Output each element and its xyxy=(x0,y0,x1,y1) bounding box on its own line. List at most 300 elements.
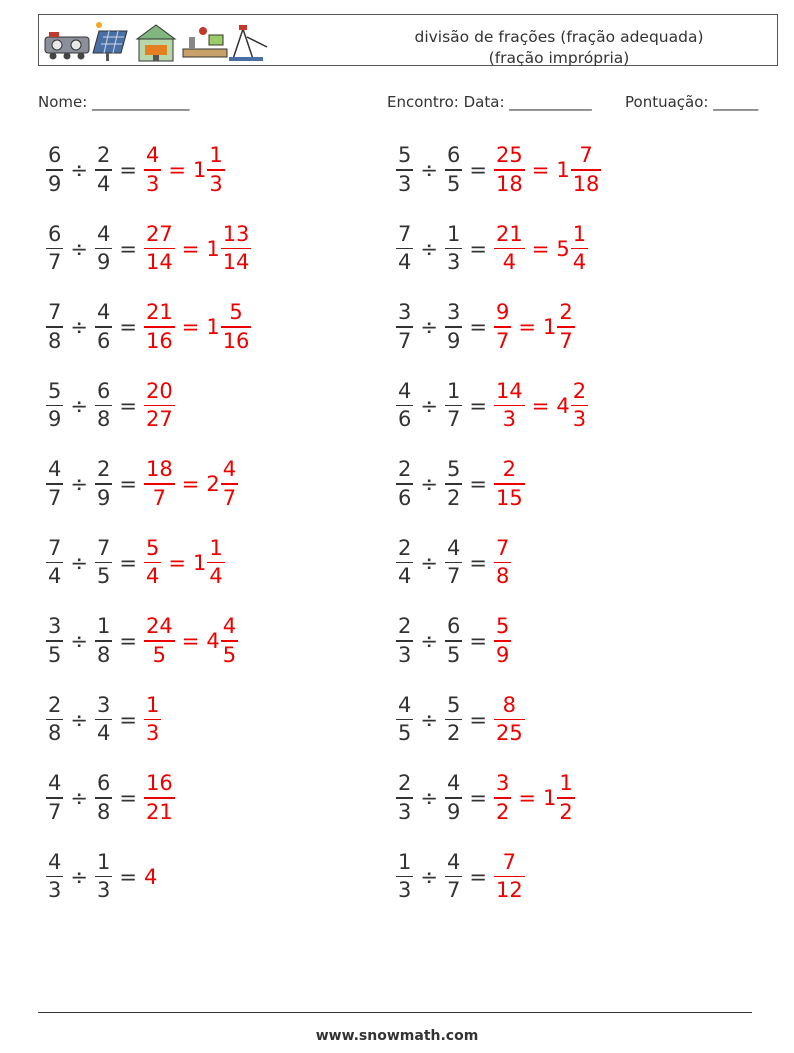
date-field-label: Encontro: Data: ___________ xyxy=(387,93,592,111)
mixed-denominator: 18 xyxy=(572,171,600,196)
answer-fraction xyxy=(144,221,175,275)
name-field-label: Nome: _____________ xyxy=(38,93,190,111)
mixed-numerator: 2 xyxy=(572,378,587,403)
dividend-fraction xyxy=(46,849,63,903)
answer xyxy=(144,459,238,509)
divisor-fraction-numerator: 3 xyxy=(96,692,111,717)
dividend-fraction xyxy=(396,459,413,509)
divisor-fraction xyxy=(445,221,462,275)
answer-fraction xyxy=(494,616,511,666)
equals-sign: = xyxy=(469,315,487,339)
answer xyxy=(494,849,525,903)
divisor-fraction xyxy=(95,302,112,352)
answer-fraction-numerator: 24 xyxy=(145,614,173,639)
mixed-whole: 1 xyxy=(206,236,220,261)
dividend-fraction-numerator: 2 xyxy=(398,457,412,482)
answer-fraction xyxy=(494,378,525,432)
dividend-fraction xyxy=(396,535,413,589)
train-icon xyxy=(45,32,89,60)
dividend-fraction-denominator: 5 xyxy=(398,721,412,746)
divisor-fraction-denominator: 6 xyxy=(96,328,111,353)
divisor-fraction xyxy=(445,616,462,666)
mixed-fraction xyxy=(207,145,224,195)
answer-fraction-numerator: 1 xyxy=(145,692,160,717)
divisor-fraction-numerator: 6 xyxy=(96,378,111,403)
divisor-fraction-denominator: 5 xyxy=(446,171,461,196)
divisor-fraction-numerator: 5 xyxy=(446,692,461,717)
divisor-fraction-denominator: 3 xyxy=(96,878,111,903)
mixed-numerator: 1 xyxy=(559,771,573,796)
divisor-fraction-denominator: 2 xyxy=(446,485,461,510)
answer-fraction-denominator: 5 xyxy=(152,642,167,667)
mixed-fraction xyxy=(221,616,238,666)
answer-fraction-denominator: 9 xyxy=(495,642,510,667)
dividend-fraction-numerator: 4 xyxy=(398,378,412,403)
dividend-fraction-numerator: 2 xyxy=(398,535,412,560)
answer xyxy=(144,145,225,195)
divisor-fraction-denominator: 8 xyxy=(96,799,111,824)
title-line-1: divisão de frações (fração adequada) xyxy=(414,28,704,46)
answer-fraction-numerator: 8 xyxy=(502,692,517,717)
mixed-fraction xyxy=(571,221,588,275)
dividend-fraction-numerator: 5 xyxy=(398,143,412,168)
divisor-fraction xyxy=(445,459,462,509)
answer xyxy=(144,378,175,432)
divisor-fraction-denominator: 4 xyxy=(96,721,111,746)
mixed-numerator: 2 xyxy=(559,300,573,325)
divisor-fraction-denominator: 3 xyxy=(446,250,461,275)
mixed-numerator: 7 xyxy=(579,143,593,168)
answer xyxy=(144,302,251,352)
dividend-fraction-numerator: 4 xyxy=(48,849,62,874)
problem-item xyxy=(396,690,525,750)
dividend-fraction xyxy=(396,145,413,195)
answer xyxy=(144,865,157,889)
dividend-fraction xyxy=(46,773,63,823)
divisor-fraction-denominator: 5 xyxy=(446,642,461,667)
divide-sign: ÷ xyxy=(420,158,438,182)
divide-sign: ÷ xyxy=(420,236,438,261)
answer-fraction-numerator: 27 xyxy=(145,221,173,246)
dividend-fraction-denominator: 7 xyxy=(398,328,412,353)
problem-item xyxy=(396,611,511,671)
answer-fraction xyxy=(144,535,161,589)
divisor-fraction-denominator: 2 xyxy=(446,721,461,746)
mixed-fraction xyxy=(221,302,252,352)
divisor-fraction-numerator: 1 xyxy=(446,378,461,403)
mixed-fraction xyxy=(557,773,574,823)
answer-fraction-denominator: 8 xyxy=(495,564,510,589)
divisor-fraction xyxy=(95,535,112,589)
answer-fraction xyxy=(494,535,511,589)
mixed-fraction xyxy=(571,378,588,432)
equals-sign: = xyxy=(469,707,487,732)
header-icons xyxy=(43,19,273,63)
mixed-whole: 1 xyxy=(206,315,220,339)
answer-equals-sign: = xyxy=(518,315,536,339)
divide-sign: ÷ xyxy=(420,550,438,575)
dividend-fraction xyxy=(46,616,63,666)
answer xyxy=(494,616,511,666)
problem-item xyxy=(46,219,251,279)
score-field-label: Pontuação: ______ xyxy=(625,93,759,111)
dividend-fraction-numerator: 3 xyxy=(48,614,62,639)
problem-item xyxy=(396,533,511,593)
divide-sign: ÷ xyxy=(70,629,88,653)
equals-sign: = xyxy=(119,786,137,810)
answer xyxy=(144,773,175,823)
answer-fraction-numerator: 21 xyxy=(145,300,173,325)
problem-item xyxy=(396,847,525,907)
answer-fraction-numerator: 25 xyxy=(495,143,523,168)
answer-fraction xyxy=(144,773,175,823)
answer-fraction-numerator: 14 xyxy=(495,378,523,403)
answer-fraction-numerator: 21 xyxy=(495,221,523,246)
answer-fraction-denominator: 3 xyxy=(145,721,160,746)
mixed-numerator: 13 xyxy=(222,221,250,246)
answer-fraction-numerator: 5 xyxy=(495,614,510,639)
divide-sign: ÷ xyxy=(70,393,88,418)
dividend-fraction xyxy=(46,378,63,432)
answer-equals-sign: = xyxy=(168,158,186,182)
divisor-fraction-numerator: 1 xyxy=(96,614,111,639)
answer-fraction-denominator: 15 xyxy=(495,485,523,510)
answer-whole: 4 xyxy=(143,864,158,889)
answer-fraction-numerator: 16 xyxy=(145,771,173,796)
problem-item xyxy=(46,297,251,357)
mixed-fraction xyxy=(557,302,574,352)
problem-item xyxy=(396,376,588,436)
mixed-fraction xyxy=(571,145,602,195)
answer-fraction xyxy=(144,616,175,666)
divisor-fraction-denominator: 9 xyxy=(446,328,461,353)
dividend-fraction xyxy=(396,302,413,352)
answer-fraction xyxy=(494,302,511,352)
dividend-fraction xyxy=(46,692,63,746)
divisor-fraction-numerator: 4 xyxy=(446,849,461,874)
equals-sign: = xyxy=(119,550,137,575)
dividend-fraction-numerator: 7 xyxy=(398,221,412,246)
divisor-fraction-denominator: 9 xyxy=(96,485,111,510)
problem-item xyxy=(396,219,588,279)
mixed-fraction xyxy=(221,221,252,275)
answer xyxy=(494,378,588,432)
answer-equals-sign: = xyxy=(531,393,550,418)
divisor-fraction-numerator: 1 xyxy=(96,849,111,874)
divisor-fraction xyxy=(445,773,462,823)
divisor-fraction xyxy=(445,378,462,432)
mixed-denominator: 14 xyxy=(222,250,250,275)
answer-equals-sign: = xyxy=(531,158,550,182)
dividend-fraction-denominator: 3 xyxy=(398,171,412,196)
answer-fraction-denominator: 16 xyxy=(145,328,173,353)
divisor-fraction-denominator: 8 xyxy=(96,407,111,432)
answer xyxy=(494,535,511,589)
mixed-denominator: 3 xyxy=(572,407,587,432)
answer-fraction-denominator: 3 xyxy=(502,407,517,432)
answer xyxy=(494,145,601,195)
divisor-fraction-denominator: 9 xyxy=(96,250,111,275)
divisor-fraction-numerator: 5 xyxy=(446,457,461,482)
answer-fraction-denominator: 2 xyxy=(495,799,510,824)
dividend-fraction xyxy=(396,378,413,432)
divisor-fraction-denominator: 7 xyxy=(446,564,461,589)
answer-equals-sign: = xyxy=(181,315,200,339)
answer-fraction xyxy=(144,459,175,509)
dividend-fraction xyxy=(396,849,413,903)
divisor-fraction-denominator: 7 xyxy=(446,878,461,903)
dividend-fraction-denominator: 6 xyxy=(398,485,412,510)
mixed-numerator: 1 xyxy=(572,221,587,246)
equals-sign: = xyxy=(469,629,487,653)
mixed-whole: 4 xyxy=(206,629,220,653)
dividend-fraction-denominator: 7 xyxy=(48,485,62,510)
dividend-fraction-numerator: 6 xyxy=(48,221,62,246)
page-title xyxy=(379,27,739,69)
divisor-fraction-denominator: 4 xyxy=(96,171,111,196)
answer xyxy=(494,773,575,823)
equals-sign: = xyxy=(469,158,487,182)
dividend-fraction-numerator: 3 xyxy=(398,300,412,325)
answer-fraction xyxy=(494,773,511,823)
mixed-denominator: 7 xyxy=(559,328,573,353)
problem-item xyxy=(46,768,175,828)
dividend-fraction-denominator: 4 xyxy=(48,564,62,589)
dividend-fraction xyxy=(46,535,63,589)
answer-fraction-denominator: 12 xyxy=(495,878,523,903)
divide-sign: ÷ xyxy=(70,158,88,182)
answer xyxy=(494,459,525,509)
equals-sign: = xyxy=(119,393,137,418)
divisor-fraction xyxy=(445,692,462,746)
answer-fraction-denominator: 27 xyxy=(145,407,173,432)
problem-item xyxy=(46,533,225,593)
equals-sign: = xyxy=(469,786,487,810)
dividend-fraction xyxy=(396,692,413,746)
mixed-whole: 1 xyxy=(192,158,207,182)
answer-fraction xyxy=(494,221,525,275)
answer-equals-sign: = xyxy=(518,786,536,810)
divisor-fraction xyxy=(95,221,112,275)
solar-panel-icon xyxy=(93,22,127,61)
dividend-fraction-numerator: 2 xyxy=(398,771,412,796)
divisor-fraction xyxy=(445,535,462,589)
dividend-fraction-denominator: 7 xyxy=(48,250,62,275)
answer-fraction xyxy=(494,849,525,903)
divisor-fraction xyxy=(95,378,112,432)
answer-equals-sign: = xyxy=(181,472,200,496)
divisor-fraction-denominator: 8 xyxy=(96,642,111,667)
answer-equals-sign: = xyxy=(531,236,550,261)
mixed-whole: 1 xyxy=(542,315,557,339)
divide-sign: ÷ xyxy=(70,472,88,496)
divisor-fraction-numerator: 6 xyxy=(446,143,461,168)
answer-fraction-denominator: 7 xyxy=(152,485,167,510)
answer-fraction-denominator: 21 xyxy=(145,799,173,824)
problem-item xyxy=(46,140,225,200)
answer-fraction-numerator: 4 xyxy=(145,143,160,168)
mixed-denominator: 2 xyxy=(559,799,573,824)
divisor-fraction-numerator: 4 xyxy=(446,771,461,796)
mixed-numerator: 4 xyxy=(222,457,237,482)
answer-fraction-denominator: 14 xyxy=(145,250,173,275)
answer-fraction-denominator: 18 xyxy=(495,171,523,196)
problem-item xyxy=(396,140,601,200)
dividend-fraction-numerator: 7 xyxy=(48,300,62,325)
dividend-fraction xyxy=(46,145,63,195)
divisor-fraction-numerator: 4 xyxy=(96,221,111,246)
dividend-fraction xyxy=(396,773,413,823)
answer-fraction-numerator: 2 xyxy=(502,457,517,482)
dividend-fraction-denominator: 9 xyxy=(48,171,62,196)
problem-item xyxy=(46,690,161,750)
pipeline-icon xyxy=(183,27,227,57)
equals-sign: = xyxy=(469,393,487,418)
answer-fraction-denominator: 4 xyxy=(502,250,517,275)
divisor-fraction-numerator: 4 xyxy=(446,535,461,560)
answer-fraction-numerator: 7 xyxy=(495,535,510,560)
equals-sign: = xyxy=(469,864,487,889)
answer-fraction-numerator: 20 xyxy=(145,378,173,403)
factory-icon xyxy=(137,25,175,61)
mixed-whole: 1 xyxy=(542,786,557,810)
dividend-fraction-denominator: 8 xyxy=(48,721,62,746)
divisor-fraction xyxy=(445,849,462,903)
answer-equals-sign: = xyxy=(181,629,200,653)
answer-fraction-numerator: 9 xyxy=(495,300,510,325)
answer-equals-sign: = xyxy=(181,236,200,261)
footer-divider xyxy=(38,1012,752,1013)
problem-item xyxy=(46,847,157,907)
equals-sign: = xyxy=(119,864,137,889)
mixed-denominator: 3 xyxy=(209,171,223,196)
answer-fraction xyxy=(494,692,525,746)
answer-fraction-denominator: 4 xyxy=(145,564,160,589)
problem-item xyxy=(46,376,175,436)
divisor-fraction-denominator: 9 xyxy=(446,799,461,824)
dividend-fraction-denominator: 7 xyxy=(48,799,62,824)
dividend-fraction-denominator: 4 xyxy=(398,250,412,275)
dividend-fraction-denominator: 3 xyxy=(48,878,62,903)
divide-sign: ÷ xyxy=(420,786,438,810)
dividend-fraction-numerator: 4 xyxy=(48,457,62,482)
mixed-denominator: 5 xyxy=(222,642,237,667)
divisor-fraction-numerator: 6 xyxy=(446,614,461,639)
divisor-fraction xyxy=(95,849,112,903)
mixed-whole: 5 xyxy=(556,236,570,261)
divisor-fraction xyxy=(95,459,112,509)
divide-sign: ÷ xyxy=(70,707,88,732)
answer-fraction-numerator: 7 xyxy=(502,849,517,874)
mixed-whole: 1 xyxy=(192,550,207,575)
answer-fraction-denominator: 25 xyxy=(495,721,523,746)
dividend-fraction-denominator: 3 xyxy=(398,799,412,824)
equals-sign: = xyxy=(119,236,137,261)
divide-sign: ÷ xyxy=(420,315,438,339)
mixed-whole: 2 xyxy=(206,472,220,496)
divide-sign: ÷ xyxy=(420,393,438,418)
dividend-fraction-denominator: 3 xyxy=(398,878,412,903)
dividend-fraction-denominator: 9 xyxy=(48,407,62,432)
divisor-fraction xyxy=(95,616,112,666)
dividend-fraction-numerator: 6 xyxy=(48,143,62,168)
dividend-fraction-numerator: 2 xyxy=(398,614,412,639)
problem-item xyxy=(396,454,525,514)
answer-fraction-numerator: 5 xyxy=(145,535,160,560)
answer-fraction xyxy=(144,302,175,352)
dividend-fraction xyxy=(46,302,63,352)
dividend-fraction-denominator: 6 xyxy=(398,407,412,432)
dividend-fraction xyxy=(46,459,63,509)
problem-item xyxy=(46,454,238,514)
mixed-fraction xyxy=(221,459,238,509)
dividend-fraction-numerator: 2 xyxy=(48,692,62,717)
answer-equals-sign: = xyxy=(168,550,186,575)
mixed-fraction xyxy=(207,535,224,589)
title-line-2: (fração imprópria) xyxy=(488,49,630,67)
divide-sign: ÷ xyxy=(70,315,88,339)
dividend-fraction-numerator: 5 xyxy=(48,378,62,403)
answer-fraction xyxy=(144,378,175,432)
divisor-fraction xyxy=(95,145,112,195)
mixed-numerator: 5 xyxy=(229,300,243,325)
divisor-fraction-numerator: 7 xyxy=(96,535,111,560)
equals-sign: = xyxy=(469,472,487,496)
divisor-fraction-numerator: 1 xyxy=(446,221,461,246)
footer-url: www.snowmath.com xyxy=(315,1028,479,1044)
divisor-fraction-numerator: 4 xyxy=(96,300,111,325)
dividend-fraction-numerator: 4 xyxy=(48,771,62,796)
divide-sign: ÷ xyxy=(70,236,88,261)
mixed-denominator: 4 xyxy=(209,564,223,589)
mixed-denominator: 7 xyxy=(222,485,237,510)
dividend-fraction-numerator: 4 xyxy=(398,692,412,717)
mixed-numerator: 4 xyxy=(222,614,237,639)
header-box xyxy=(38,14,778,66)
answer-fraction-numerator: 18 xyxy=(145,457,173,482)
mixed-numerator: 1 xyxy=(209,143,223,168)
dividend-fraction-denominator: 4 xyxy=(398,564,412,589)
dividend-fraction-denominator: 8 xyxy=(48,328,62,353)
equals-sign: = xyxy=(119,629,137,653)
mixed-whole: 4 xyxy=(556,393,570,418)
mixed-denominator: 4 xyxy=(572,250,587,275)
problem-item xyxy=(396,768,575,828)
equals-sign: = xyxy=(119,158,137,182)
equals-sign: = xyxy=(119,472,137,496)
answer-fraction xyxy=(144,145,161,195)
equals-sign: = xyxy=(469,550,487,575)
dividend-fraction-numerator: 7 xyxy=(48,535,62,560)
divide-sign: ÷ xyxy=(70,864,88,889)
divide-sign: ÷ xyxy=(420,472,438,496)
dividend-fraction-denominator: 3 xyxy=(398,642,412,667)
mixed-denominator: 16 xyxy=(222,328,250,353)
equals-sign: = xyxy=(119,707,137,732)
equals-sign: = xyxy=(469,236,487,261)
answer xyxy=(494,302,575,352)
divide-sign: ÷ xyxy=(420,707,438,732)
divisor-fraction-numerator: 6 xyxy=(96,771,111,796)
divisor-fraction xyxy=(445,145,462,195)
divisor-fraction-denominator: 7 xyxy=(446,407,461,432)
divide-sign: ÷ xyxy=(70,550,88,575)
divisor-fraction xyxy=(95,692,112,746)
divisor-fraction-numerator: 3 xyxy=(446,300,461,325)
answer-fraction-denominator: 7 xyxy=(495,328,510,353)
answer xyxy=(144,692,161,746)
divisor-fraction-numerator: 2 xyxy=(96,457,111,482)
